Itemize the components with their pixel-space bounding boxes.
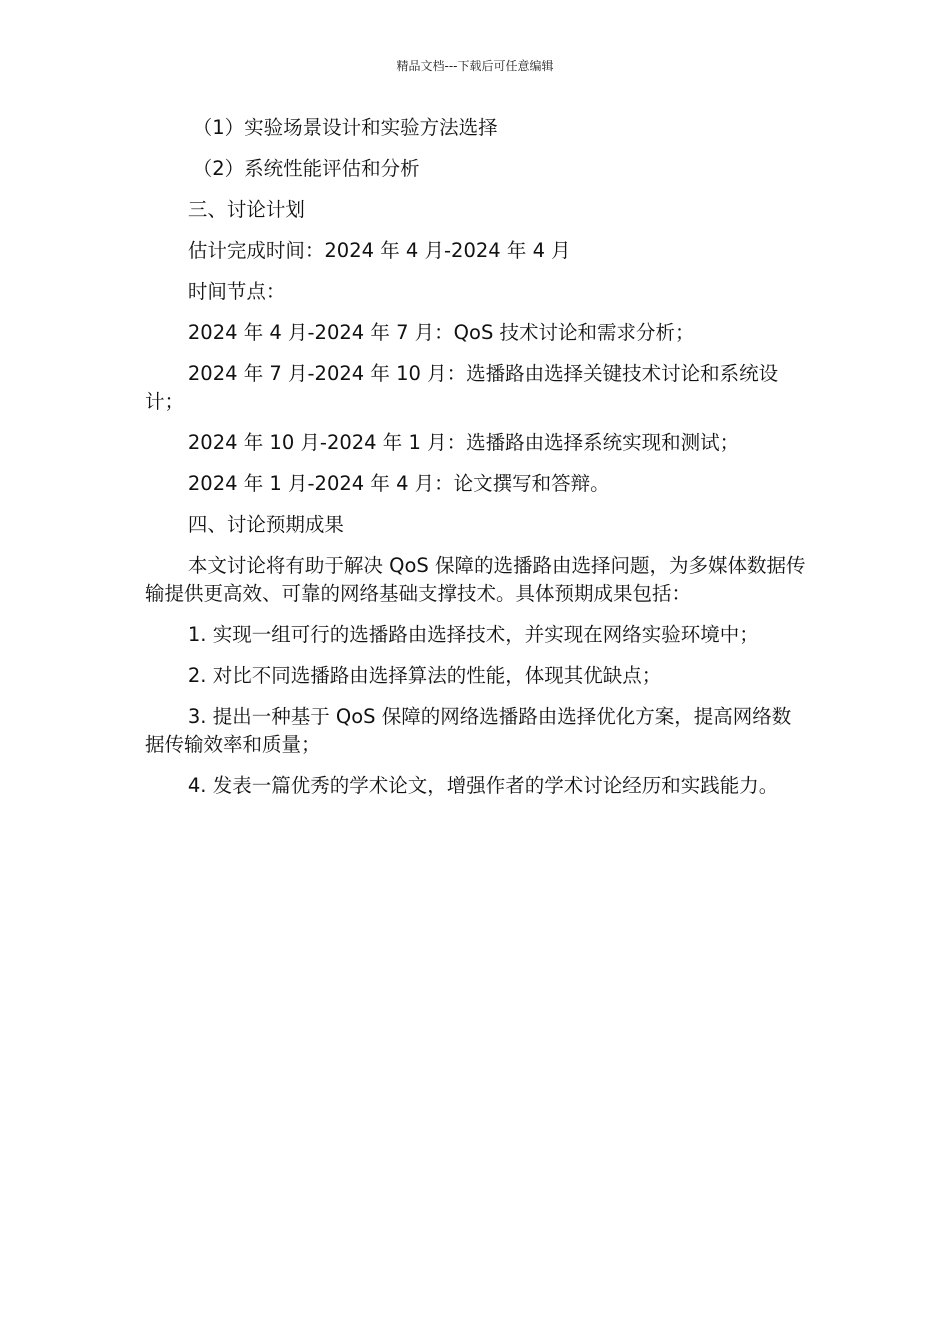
paragraph-milestone-1: 2024 年 4 月-2024 年 7 月：QoS 技术讨论和需求分析；	[187, 321, 695, 344]
paragraph-milestone-2: 2024 年 7 月-2024 年 10 月：选播路由选择关键技术讨论和系统设计；	[145, 362, 779, 413]
paragraph-estimated-time: 估计完成时间：2024 年 4 月-2024 年 4 月	[187, 239, 571, 262]
page-header: 精品文档---下载后可任意编辑	[396, 59, 554, 73]
section-heading-plan: 三、讨论计划	[187, 198, 305, 221]
paragraph-subitem-1: （1）实验场景设计和实验方法选择	[192, 116, 498, 139]
paragraph-outcome-4: 4. 发表一篇优秀的学术论文，增强作者的学术讨论经历和实践能力。	[187, 774, 779, 797]
paragraph-milestone-3: 2024 年 10 月-2024 年 1 月：选播路由选择系统实现和测试；	[187, 431, 740, 454]
document-body	[145, 114, 810, 813]
paragraph-outcomes-intro: 本文讨论将有助于解决 QoS 保障的选播路由选择问题，为多媒体数据传输提供更高效、可靠的网络基础支撑技术。具体预期成果包括：	[145, 554, 806, 605]
paragraph-outcome-1: 1. 实现一组可行的选播路由选择技术，并实现在网络实验环境中；	[187, 623, 759, 646]
paragraph-outcome-3: 3. 提出一种基于 QoS 保障的网络选播路由选择优化方案，提高网络数据传输效率和质量；	[145, 705, 792, 756]
paragraph-milestones-label: 时间节点：	[187, 280, 286, 303]
paragraph-milestone-4: 2024 年 1 月-2024 年 4 月：论文撰写和答辩。	[187, 472, 610, 495]
paragraph-subitem-2: （2）系统性能评估和分析	[192, 157, 420, 180]
section-heading-outcomes: 四、讨论预期成果	[187, 513, 344, 536]
paragraph-outcome-2: 2. 对比不同选播路由选择算法的性能，体现其优缺点；	[187, 664, 662, 687]
